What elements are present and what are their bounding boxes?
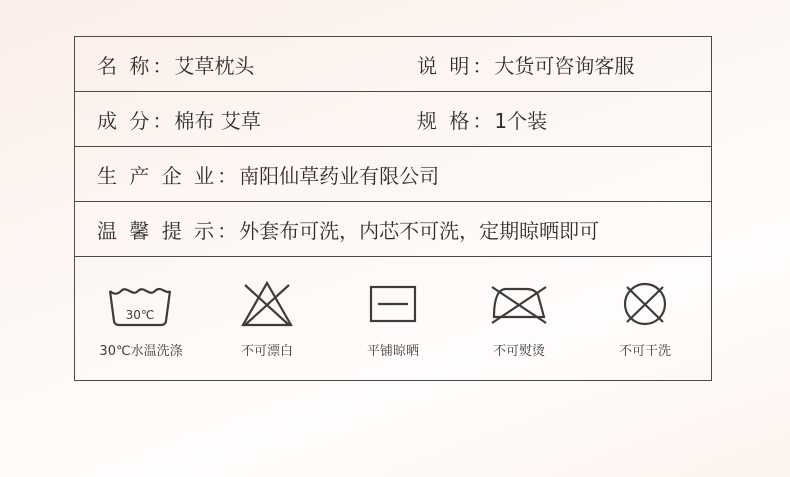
care-item-no-dryclean (599, 272, 691, 359)
spec-table (74, 36, 712, 381)
spec-value-description: 大货可咨询客服 (494, 53, 635, 78)
spec-label-material: 成 分 (97, 108, 153, 133)
spec-cell-name (97, 50, 417, 79)
spec-colon: ： (152, 53, 173, 78)
care-caption-no-dryclean: 不可干洗 (618, 344, 671, 359)
spec-label-size: 规 格 (417, 108, 473, 133)
spec-value-name: 艾草枕头 (174, 53, 255, 78)
no-iron-icon (486, 272, 552, 334)
care-item-no-bleach (221, 272, 313, 359)
care-instruction-list (75, 257, 711, 380)
spec-colon: ： (472, 108, 493, 133)
spec-colon: ： (152, 108, 173, 133)
spec-cell-description (417, 50, 689, 79)
spec-row-tips (75, 202, 711, 257)
spec-value-size: 1个装 (494, 108, 548, 133)
spec-colon: ： (217, 163, 238, 188)
wash-temperature-text: 30℃ (125, 308, 155, 322)
care-caption-wash: 30℃水温洗涤 (99, 344, 183, 359)
spec-value-material: 棉布 艾草 (174, 108, 261, 133)
spec-row-name-description (75, 37, 711, 92)
no-bleach-triangle-icon (237, 272, 297, 334)
care-caption-no-bleach: 不可漂白 (240, 344, 293, 359)
spec-label-name: 名 称 (97, 53, 153, 78)
care-caption-flat-dry: 平铺晾晒 (366, 344, 419, 359)
care-item-wash (95, 272, 187, 359)
care-caption-no-iron: 不可熨烫 (492, 344, 545, 359)
spec-row-material-size (75, 92, 711, 147)
spec-value-tips: 外套布可洗，内芯不可洗，定期晾晒即可 (239, 218, 600, 243)
no-dryclean-circle-icon (616, 272, 674, 334)
wash-tub-icon (104, 272, 178, 334)
spec-label-manufacturer: 生 产 企 业 (97, 163, 218, 188)
spec-label-tips: 温 馨 提 示 (97, 218, 218, 243)
spec-row-manufacturer (75, 147, 711, 202)
spec-colon: ： (217, 218, 238, 243)
spec-cell-size (417, 105, 689, 134)
spec-value-manufacturer: 南阳仙草药业有限公司 (239, 163, 440, 188)
spec-label-description: 说 明 (417, 53, 473, 78)
care-item-flat-dry (347, 272, 439, 359)
spec-colon: ： (472, 53, 493, 78)
spec-cell-material (97, 105, 417, 134)
care-item-no-iron (473, 272, 565, 359)
flat-dry-icon (364, 272, 422, 334)
